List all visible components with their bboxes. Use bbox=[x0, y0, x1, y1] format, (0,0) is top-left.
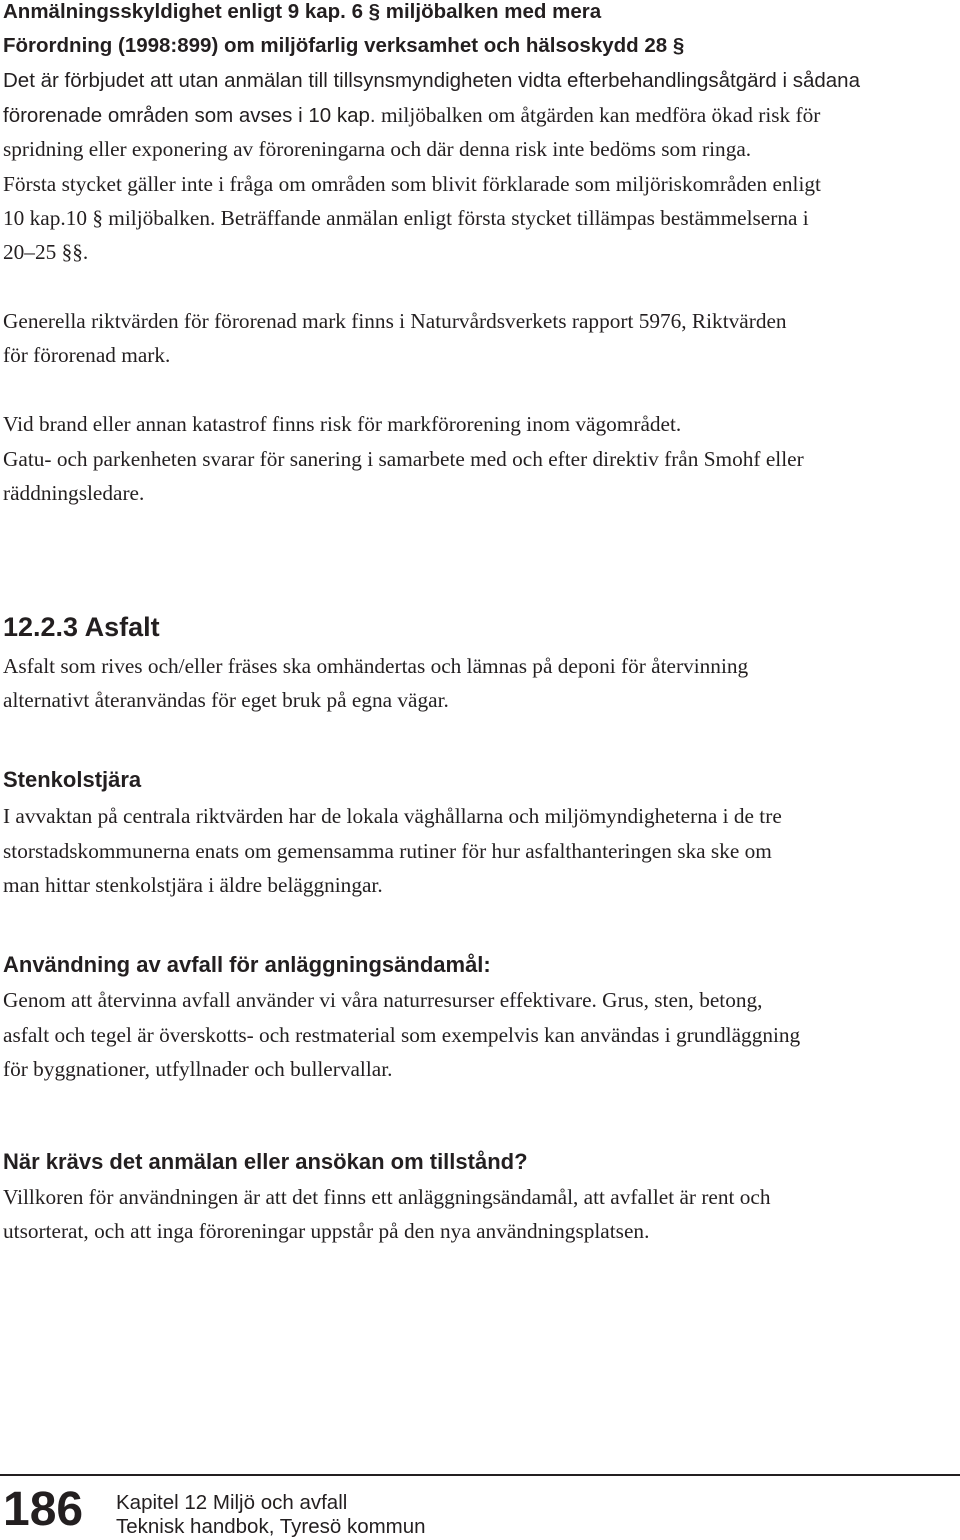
paragraph-line: räddningsledare. bbox=[3, 481, 145, 505]
subheading-anmalan: När krävs det anmälan eller ansökan om tillstånd? bbox=[3, 1149, 528, 1174]
paragraph-line: spridning eller exponering av föroreningarna och där denna risk inte bedöms som ringa. bbox=[3, 137, 752, 161]
law-reference-heading: Anmälningsskyldighet enligt 9 kap. 6 § miljöbalken med mera bbox=[3, 0, 602, 23]
paragraph-line: storstadskommunerna enats om gemensamma rutiner för hur asfalthanteringen ska ske om bbox=[3, 839, 772, 863]
paragraph-line: Gatu- och parkenheten svarar för sanering i samarbete med och efter direktiv från Smohf eller bbox=[3, 447, 804, 471]
paragraph-line: 10 kap.10 § miljöbalken. Beträffande anmälan enligt första stycket tillämpas bestämmelserna i bbox=[3, 206, 809, 230]
paragraph-line: Vid brand eller annan katastrof finns risk för markförorening inom vägområdet. bbox=[3, 412, 682, 436]
paragraph-line: Asfalt som rives och/eller fräses ska omhändertas och lämnas på deponi för återvinning bbox=[3, 654, 749, 678]
paragraph-line-part: miljöbalken om åtgärden kan medföra ökad risk för bbox=[375, 103, 821, 127]
paragraph-line bbox=[3, 103, 820, 128]
paragraph-line: Första stycket gäller inte i fråga om områden som blivit förklarade som miljöriskområden enligt bbox=[3, 172, 821, 196]
paragraph-line: Det är förbjudet att utan anmälan till tillsynsmyndigheten vidta efterbehandlingsåtgärd i sådana bbox=[3, 69, 860, 92]
footer-chapter: Kapitel 12 Miljö och avfall bbox=[116, 1491, 348, 1514]
paragraph-line: alternativt återanvändas för eget bruk på egna vägar. bbox=[3, 688, 449, 712]
paragraph-line: I avvaktan på centrala riktvärden har de lokala väghållarna och miljömyndigheterna i de tre bbox=[3, 804, 782, 828]
page-number: 186 bbox=[3, 1483, 84, 1536]
subheading-stenkolstjara: Stenkolstjära bbox=[3, 767, 142, 792]
paragraph-line: man hittar stenkolstjära i äldre beläggningar. bbox=[3, 873, 383, 897]
regulation-reference-heading: Förordning (1998:899) om miljöfarlig verksamhet och hälsoskydd 28 § bbox=[3, 34, 685, 57]
paragraph-line: asfalt och tegel är överskotts- och restmaterial som exempelvis kan användas i grundläggning bbox=[3, 1023, 801, 1047]
paragraph-line: Villkoren för användningen är att det finns ett anläggningsändamål, att avfallet är rent och bbox=[3, 1185, 771, 1209]
footer-book-title: Teknisk handbok, Tyresö kommun bbox=[116, 1515, 426, 1538]
paragraph-line: för förorenad mark. bbox=[3, 343, 171, 367]
paragraph-line: 20–25 §§. bbox=[3, 240, 89, 264]
paragraph-line: utsorterat, och att inga föroreningar uppstår på den nya användningsplatsen. bbox=[3, 1219, 650, 1243]
section-heading-asfalt: 12.2.3 Asfalt bbox=[3, 612, 160, 642]
subheading-avfall: Användning av avfall för anläggningsändamål: bbox=[3, 952, 491, 977]
paragraph-line: Generella riktvärden för förorenad mark finns i Naturvårdsverkets rapport 5976, Riktvärden bbox=[3, 309, 787, 333]
paragraph-line-part: förorenade områden som avses i 10 kap. bbox=[3, 104, 376, 127]
paragraph-line: Genom att återvinna avfall använder vi våra naturresurser effektivare. Grus, sten, betong, bbox=[3, 988, 763, 1012]
footer-divider bbox=[0, 1474, 960, 1476]
paragraph-line: för byggnationer, utfyllnader och bullervallar. bbox=[3, 1057, 393, 1081]
